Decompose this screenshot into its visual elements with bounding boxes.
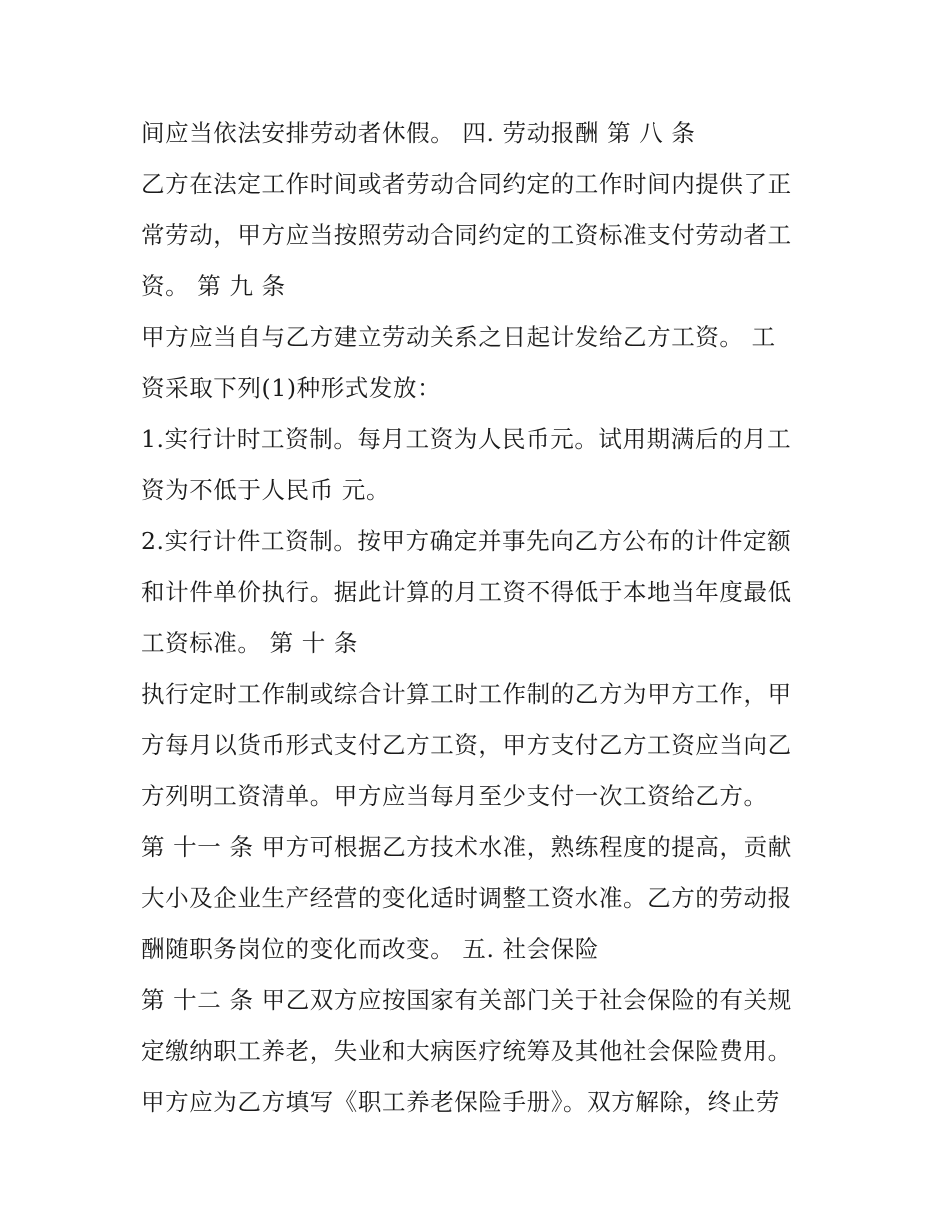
text-line: 1.实行计时工资制。每月工资为人民币元。试用期满后的月工 xyxy=(141,425,792,453)
document-page xyxy=(141,108,821,1128)
text-line: 酬随职务岗位的变化而改变。 五. 社会保险 xyxy=(141,935,600,963)
text-line: 资采取下列(1)种形式发放： xyxy=(141,374,442,402)
text-line: 执行定时工作制或综合计算工时工作制的乙方为甲方工作，甲 xyxy=(141,680,792,708)
text-line: 2.实行计件工资制。按甲方确定并事先向乙方公布的计件定额 xyxy=(141,527,792,555)
text-line: 方每月以货币形式支付乙方工资，甲方支付乙方工资应当向乙 xyxy=(141,731,792,759)
text-line: 资为不低于人民币 元。 xyxy=(141,476,391,504)
text-line: 间应当依法安排劳动者休假。 四. 劳动报酬 第 八 条 xyxy=(141,119,696,147)
text-line: 工资标准。 第 十 条 xyxy=(141,629,359,657)
text-line: 甲方应当自与乙方建立劳动关系之日起计发给乙方工资。 工 xyxy=(141,323,776,351)
text-line: 定缴纳职工养老，失业和大病医疗统筹及其他社会保险费用。 xyxy=(141,1037,792,1065)
text-line: 和计件单价执行。据此计算的月工资不得低于本地当年度最低 xyxy=(141,578,792,606)
text-line: 方列明工资清单。甲方应当每月至少支付一次工资给乙方。 xyxy=(141,782,768,810)
text-line: 第 十二 条 甲乙双方应按国家有关部门关于社会保险的有关规 xyxy=(141,986,792,1014)
text-line: 第 十一 条 甲方可根据乙方技术水准，熟练程度的提高，贡献 xyxy=(141,833,792,861)
text-line: 资。 第 九 条 xyxy=(141,272,286,300)
text-line: 甲方应为乙方填写《职工养老保险手册》。双方解除，终止劳 xyxy=(141,1088,780,1116)
text-line: 常劳动，甲方应当按照劳动合同约定的工资标准支付劳动者工 xyxy=(141,221,792,249)
text-line: 乙方在法定工作时间或者劳动合同约定的工作时间内提供了正 xyxy=(141,170,792,198)
text-line: 大小及企业生产经营的变化适时调整工资水准。乙方的劳动报 xyxy=(141,884,792,912)
